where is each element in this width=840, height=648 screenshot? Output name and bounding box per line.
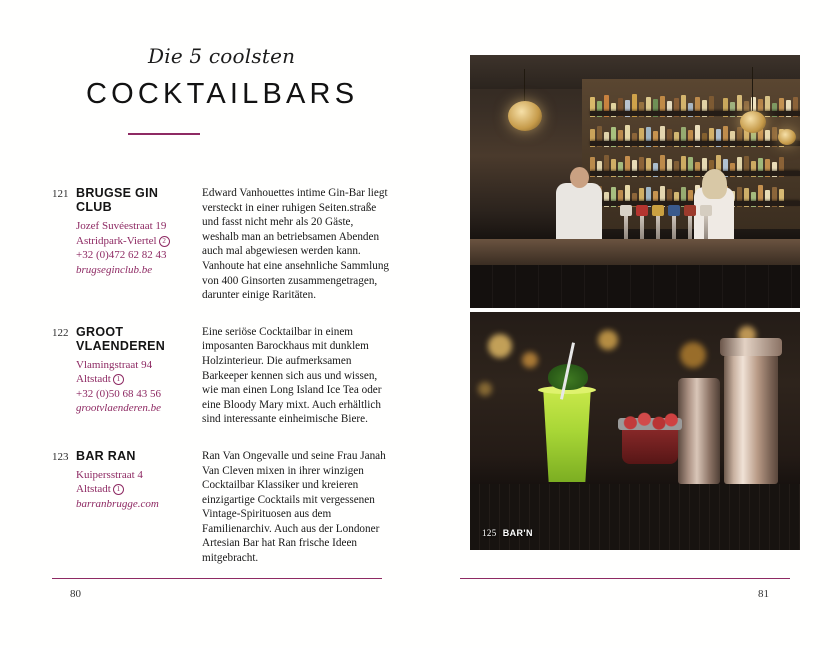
bokeh-light: [522, 352, 538, 368]
address-district: Altstadt: [76, 483, 111, 496]
district-marker-icon: 1: [113, 374, 124, 385]
address-street: Kuipersstraat 4: [76, 468, 143, 481]
page-title: COCKTAILBARS: [86, 78, 359, 110]
address-district-line: [76, 482, 194, 497]
list-item: [52, 186, 392, 303]
caption-number: 125: [482, 528, 497, 538]
entry-website[interactable]: grootvlaenderen.be: [76, 402, 162, 415]
entry-website[interactable]: brugseginclub.be: [76, 263, 153, 276]
entry-phone: +32 (0)50 68 43 56: [76, 387, 162, 400]
entry-description: [194, 186, 392, 303]
shelf: [590, 141, 800, 146]
list-item: [52, 325, 392, 427]
cocktail-shaker: [724, 352, 778, 484]
bartender-figure: [556, 183, 602, 243]
footer-divider: [460, 578, 790, 579]
cocktail-glass: [540, 390, 594, 482]
entry-number: 122: [52, 326, 69, 339]
bartender-head: [570, 167, 589, 188]
address-street: Vlamingstraat 94: [76, 358, 153, 371]
bokeh-light: [478, 382, 492, 396]
beer-taps: [620, 205, 710, 241]
entry-heading-block: [76, 325, 194, 427]
entry-name: BAR RAN: [76, 448, 136, 463]
entry-phone: +32 (0)472 62 82 43: [76, 249, 167, 261]
lamp-cord: [524, 69, 525, 105]
entry-name: GROOT VLAENDEREN: [76, 324, 166, 353]
entry-description-text: Eine seriöse Cocktailbar in einem imposanten Barockhaus mit dunklem Holzinterieur. Die aufmerksamen Barkeeper kennen sich aus und wissen, wie man einen Long Island Ice Tea oder eine Bloody Mary mixt. Auch erhältlich sind interessante einheimische Biere.: [202, 325, 382, 426]
heading-kicker: Die 5 coolsten: [148, 44, 296, 68]
fruit-bowl: [622, 424, 678, 464]
bokeh-light: [488, 334, 512, 358]
guest-hair: [702, 169, 727, 199]
entry-number: 123: [52, 450, 69, 463]
bokeh-light: [598, 330, 618, 350]
title-divider: [128, 133, 200, 135]
entry-heading-block: [76, 449, 194, 566]
cocktail-photo: [470, 312, 800, 550]
lamp-cord: [752, 67, 753, 115]
bar-interior-photo: [470, 55, 800, 308]
page-heading: [60, 44, 380, 135]
entry-website[interactable]: barranbrugge.com: [76, 497, 159, 510]
footer-divider: [52, 578, 382, 579]
entry-address: [76, 219, 194, 277]
pendant-lamp-icon: [740, 111, 766, 133]
pendant-lamp-icon: [508, 101, 542, 131]
bokeh-light: [650, 370, 662, 382]
shaker-cap: [720, 338, 782, 356]
photo-caption: [482, 528, 533, 538]
raspberries: [622, 412, 678, 430]
cocktail-shaker-secondary: [678, 378, 720, 484]
entry-description: [194, 449, 392, 566]
address-district-line: [76, 234, 194, 249]
bar-counter-surface: [470, 484, 800, 550]
bokeh-light: [680, 342, 706, 368]
entry-name: BRUGSE GIN CLUB: [76, 186, 159, 214]
entry-address: [76, 468, 194, 512]
shelf: [590, 111, 800, 116]
entry-description-text: Edward Vanhouettes intime Gin-Bar liegt versteckt in einer ruhigen Seiten.straße und fasst nicht mehr als 20 Gäste, weshalb man an betriebsamen Abenden auch mal abgewiesen werden kann. Vanhoute hat eine ansehnliche Sammlung von 400 Ginsorten zusammengetragen, darunter einige Raritäten.: [202, 187, 390, 302]
page-number: 81: [758, 588, 769, 600]
page-number: 80: [70, 588, 81, 600]
entry-list: [52, 186, 392, 588]
district-marker-icon: 2: [159, 236, 170, 247]
entry-number: 121: [52, 188, 69, 200]
entry-heading-block: [76, 186, 194, 303]
address-street: Jozef Suvéestraat 19: [76, 220, 167, 232]
tiled-bar-front: [470, 265, 800, 308]
address-district-line: [76, 372, 194, 387]
address-district: Astridpark-Viertel: [76, 234, 157, 247]
entry-description: [194, 325, 392, 427]
entry-description-text: Ran Van Ongevalle und seine Frau Janah Van Cleven mixen in ihrer winzigen Cocktailbar Klassiker und kreieren einzigartige Cocktails mit vergessenen Vintage-Spirituosen aus dem Familienarchiv. Auch aus der Londoner Artesian Bar hat Ran frische Ideen mitgebracht.: [202, 449, 386, 565]
shelf: [590, 171, 800, 176]
address-district: Altstadt: [76, 373, 111, 386]
bar-counter: [470, 239, 800, 265]
list-item: [52, 449, 392, 566]
caption-name: BAR'N: [502, 528, 533, 538]
right-page: [420, 0, 840, 648]
district-marker-icon: 1: [113, 484, 124, 495]
pendant-lamp-icon: [778, 129, 796, 145]
entry-address: [76, 358, 194, 416]
